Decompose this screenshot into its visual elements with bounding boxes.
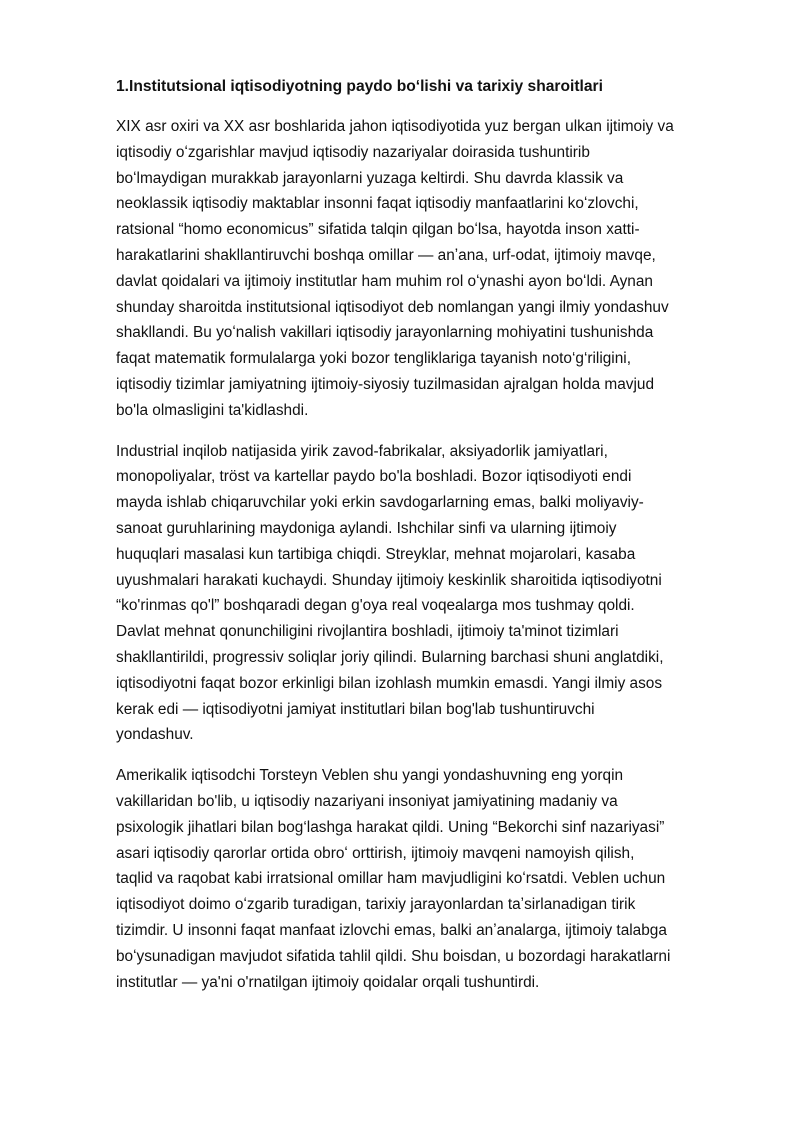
paragraph-line: iqtisodiyot doimo oʻzgarib turadigan, tarixiy jarayonlardan taʼsirlanadigan tirik: [116, 896, 636, 914]
paragraph-line: taqlid va raqobat kabi irratsional omillar ham mavjudligini koʻrsatdi. Veblen uchun: [116, 870, 666, 888]
paragraph-line: mayda ishlab chiqaruvchilar yoki erkin savdogarlarning emas, balki moliyaviy-: [116, 494, 644, 512]
paragraph-line: yondashuv.: [116, 726, 194, 744]
paragraph-line: vakillaridan bo'lib, u iqtisodiy nazariyani insoniyat jamiyatining madaniy va: [116, 792, 618, 810]
paragraph-line: shakllandi. Bu yoʻnalish vakillari iqtisodiy jarayonlarning mohiyatini tushunishda: [116, 324, 654, 342]
paragraph-line: XIX asr oxiri va XX asr boshlarida jahon iqtisodiyotida yuz bergan ulkan ijtimoiy va: [116, 118, 674, 135]
paragraph-line: “ko'rinmas qo'l” boshqaradi degan g'oya real voqealarga mos tushmay qoldi.: [116, 597, 635, 615]
paragraph-line: harakatlarini shakllantiruvchi boshqa omillar — anʼana, urf-odat, ijtimoiy mavqe,: [116, 246, 656, 264]
paragraph-line: uyushmalari harakati kuchaydi. Shunday ijtimoiy keskinlik sharoitida iqtisodiyotni: [116, 571, 662, 589]
paragraph-line: institutlar — ya'ni o'rnatilgan ijtimoiy qoidalar orqali tushuntirdi.: [116, 973, 540, 991]
paragraph-line: iqtisodiy tizimlar jamiyatning ijtimoiy-siyosiy tuzilmasidan ajralgan holda mavjud: [116, 375, 655, 393]
paragraph-line: shakllantirildi, progressiv soliqlar joriy qilindi. Bularning barchasi shuni anglatdiki,: [116, 648, 664, 666]
paragraph-line: kerak edi — iqtisodiyotni jamiyat institutlari bilan bog'lab tushuntiruvchi: [116, 700, 595, 718]
paragraph-line: boʻysunadigan mavjudot sifatida tahlil qildi. Shu boisdan, u bozordagi harakatlarni: [116, 947, 671, 965]
paragraph-line: asari iqtisodiy qarorlar ortida obroʻ orttirish, ijtimoiy mavqeni namoyish qilish,: [116, 844, 635, 862]
paragraph-line: sanoat guruhlarining maydoniga aylandi. Ishchilar sinfi va ularning ijtimoiy: [116, 519, 617, 537]
paragraph-line: Industrial inqilob natijasida yirik zavod-fabrikalar, aksiyadorlik jamiyatlari,: [116, 442, 608, 460]
paragraph: [116, 439, 728, 749]
paragraph-line: boʻlmaydigan murakkab jarayonlarni yuzaga keltirdi. Shu davrda klassik va: [116, 169, 624, 187]
paragraph-list: [116, 114, 728, 995]
paragraph-line: iqtisodiy oʻzgarishlar mavjud iqtisodiy nazariyalar doirasida tushuntirib: [116, 143, 590, 161]
paragraph: [116, 763, 728, 995]
paragraph-line: Davlat mehnat qonunchiligini rivojlantira boshladi, ijtimoiy ta'minot tizimlari: [116, 623, 619, 641]
paragraph-line: shunday sharoitda institutsional iqtisodiyot deb nomlangan yangi ilmiy yondashuv: [116, 298, 669, 316]
paragraph-line: bo'la olmasligini ta'kidlashdi.: [116, 401, 309, 419]
paragraph-line: iqtisodiyotni faqat bozor erkinligi bilan izohlash mumkin emasdi. Yangi ilmiy asos: [116, 674, 663, 692]
paragraph-line: monopoliyalar, tröst va kartellar paydo bo'la boshladi. Bozor iqtisodiyoti endi: [116, 468, 632, 486]
paragraph-line: faqat matematik formulalarga yoki bozor tengliklariga tayanish noto‘g‘riligini,: [116, 350, 631, 368]
paragraph-line: tizimdir. U insonni faqat manfaat izlovchi emas, balki anʼanalarga, ijtimoiy talabga: [116, 921, 667, 939]
paragraph-line: huquqlari masalasi kun tartibiga chiqdi. Streyklar, mehnat mojarolari, kasaba: [116, 545, 636, 563]
paragraph-line: neoklassik iqtisodiy maktablar insonni faqat iqtisodiy manfaatlarini koʻzlovchi,: [116, 195, 639, 213]
document-body: [116, 76, 728, 1010]
section-heading: 1.Institutsional iqtisodiyotning paydo bo‘lishi va tarixiy sharoitlari: [116, 78, 603, 95]
paragraph-line: ratsional “homo economicus” sifatida talqin qilgan boʻlsa, hayotda inson xatti-: [116, 221, 640, 239]
paragraph-line: Amerikalik iqtisodchi Torsteyn Veblen shu yangi yondashuvning eng yorqin: [116, 767, 624, 785]
paragraph-line: davlat qoidalari va ijtimoiy institutlar ham muhim rol oʻynashi ayon boʻldi. Aynan: [116, 272, 653, 290]
paragraph: [116, 114, 728, 424]
paragraph-line: psixologik jihatlari bilan bog‘lashga harakat qildi. Uning “Bekorchi sinf nazariyasi”: [116, 818, 665, 836]
